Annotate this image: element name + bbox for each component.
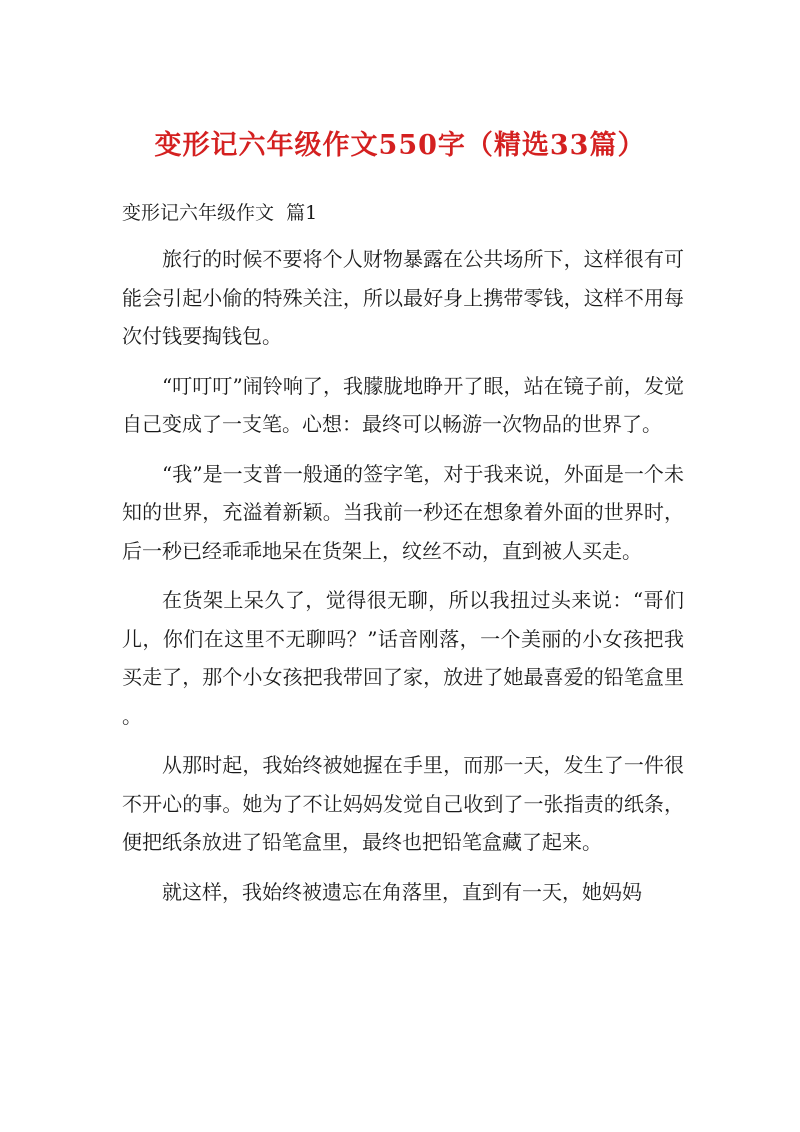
section-heading: 变形记六年级作文 篇1 (122, 202, 318, 224)
document-body (122, 240, 684, 922)
paragraph-6: 就这样，我始终被遗忘在角落里，直到有一天，她妈妈 (162, 879, 642, 904)
document-title: 变形记六年级作文550字（精选33篇） (154, 130, 646, 161)
paragraph-5: 从那时起，我始终被她握在手里，而那一天，发生了一件很不开心的事。她为了不让妈妈发觉自己收到了一张指责的纸条，便把纸条放进了铅笔盒里，最终也把铅笔盒藏了起来。 (122, 753, 684, 854)
paragraph-3: “我”是一支普一般通的签字笔，对于我来说，外面是一个未知的世界，充溢着新颖。当我前一秒还在想象着外面的世界时，后一秒已经乖乖地呆在货架上，纹丝不动，直到被人买走。 (122, 461, 684, 563)
paragraph-2: “叮叮叮”闹铃响了，我朦胧地睁开了眼，站在镜子前，发觉自己变成了一支笔。心想：最终可以畅游一次物品的世界了。 (122, 373, 684, 436)
paragraph-1: 旅行的时候不要将个人财物暴露在公共场所下，这样很有可能会引起小偷的特殊关注，所以最好身上携带零钱，这样不用每次付钱要掏钱包。 (122, 247, 684, 348)
paragraph-4: 在货架上呆久了，觉得很无聊，所以我扭过头来说：“哥们儿，你们在这里不无聊吗？”话音刚落，一个美丽的小女孩把我买走了，那个小女孩把我带回了家，放进了她最喜爱的铅笔盒里。 (122, 588, 684, 728)
